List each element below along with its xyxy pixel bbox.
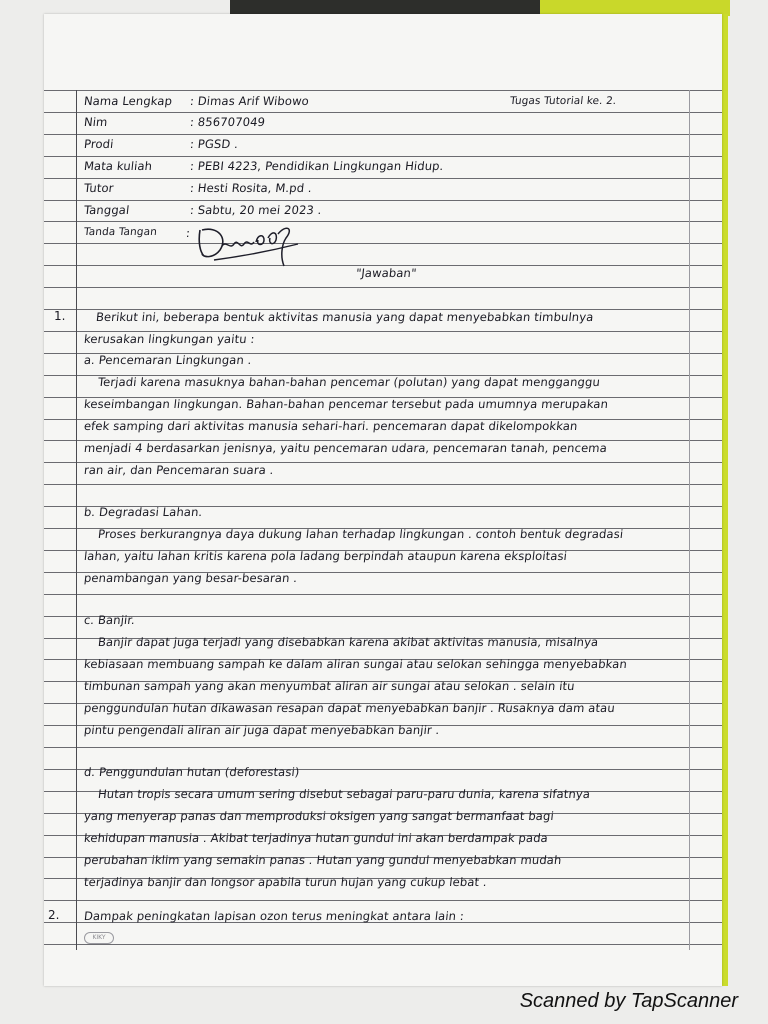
section-a-title: a. Pencemaran Lingkungan . [83,353,253,367]
ruled-line [44,134,722,135]
section-d-line-2: yang menyerap panas dan memproduksi oksigen yang sangat bermanfaat bagi [83,809,555,823]
section-a-line-3: efek samping dari aktivitas manusia sehari-hari. pencemaran dapat dikelompokkan [83,419,579,433]
section-a-line-1: Terjadi karena masuknya bahan-bahan pencemar (polutan) yang dapat mengganggu [97,375,601,389]
ruled-line [44,90,722,91]
question-2-number: 2. [48,908,60,922]
signature-scribble [194,216,304,270]
field-label-nim: Nim [83,115,109,129]
ruled-line [44,944,722,945]
notebook-page [44,14,722,986]
ruled-line [44,616,722,617]
q2-intro: Dampak peningkatan lapisan ozon terus meningkat antara lain : [83,909,465,923]
ruled-line [44,112,722,113]
field-value-name: : Dimas Arif Wibowo [189,94,310,108]
section-c-line-3: timbunan sampah yang akan menyumbat aliran air sungai atau selokan . selain itu [83,679,576,693]
section-b-line-3: penambangan yang besar-besaran . [83,571,298,585]
field-label-name: Nama Lengkap [83,94,173,108]
section-a-line-4: menjadi 4 berdasarkan jenisnya, yaitu pencemaran udara, pencemaran tanah, pencema [83,441,608,455]
section-c-line-2: kebiasaan membuang sampah ke dalam aliran sungai atau selokan sehingga menyebabkan [83,657,628,671]
question-1-number: 1. [54,309,66,323]
ruled-line [44,221,722,222]
field-value-tutor: : Hesti Rosita, M.pd . [189,181,313,195]
q1-intro-line-1: Berikut ini, beberapa bentuk aktivitas manusia yang dapat menyebabkan timbulnya [95,310,595,324]
section-c-line-4: penggundulan hutan dikawasan resapan dapat menyebabkan banjir . Rusaknya dam atau [83,701,616,715]
margin-line [76,90,77,950]
scanner-watermark: Scanned by TapScanner [519,990,738,1012]
section-c-title: c. Banjir. [83,613,136,627]
field-value-course: : PEBI 4223, Pendidikan Lingkungan Hidup. [189,159,445,173]
section-d-line-3: kehidupan manusia . Akibat terjadinya hutan gundul ini akan berdampak pada [83,831,549,845]
section-b-line-2: lahan, yaitu lahan kritis karena pola ladang berpindah ataupun karena eksploitasi [83,549,568,563]
section-b-title: b. Degradasi Lahan. [83,505,204,519]
field-value-nim: : 856707049 [189,115,266,129]
field-label-tutor: Tutor [83,181,115,195]
q1-intro-line-2: kerusakan lingkungan yaitu : [83,332,256,346]
field-label-prodi: Prodi [83,137,115,151]
ruled-line [44,484,722,485]
paper-brand-badge: KIKY [84,932,114,944]
answer-heading: "Jawaban" [355,266,418,280]
right-margin-line [689,90,690,950]
ruled-line [44,178,722,179]
ruled-line [44,594,722,595]
section-a-line-2: keseimbangan lingkungan. Bahan-bahan pencemar tersebut pada umumnya merupakan [83,397,609,411]
field-label-course: Mata kuliah [83,159,153,173]
ruled-line [44,200,722,201]
ruled-line [44,156,722,157]
field-value-signature: : [185,226,191,240]
ruled-line [44,747,722,748]
section-d-line-1: Hutan tropis secara umum sering disebut sebagai paru-paru dunia, karena sifatnya [97,787,591,801]
section-a-line-5: ran air, dan Pencemaran suara . [83,463,275,477]
ruled-line [44,900,722,901]
ruled-line [44,243,722,244]
section-c-line-5: pintu pengendali aliran air juga dapat menyebabkan banjir . [83,723,441,737]
section-d-title: d. Penggundulan hutan (deforestasi) [83,765,301,779]
ruled-line [44,287,722,288]
field-label-signature: Tanda Tangan [83,226,158,238]
field-value-date: : Sabtu, 20 mei 2023 . [189,203,323,217]
section-d-line-5: terjadinya banjir dan longsor apabila turun hujan yang cukup lebat . [83,875,488,889]
field-value-prodi: : PGSD . [189,137,239,151]
task-label: Tugas Tutorial ke. 2. [509,95,617,107]
section-c-line-1: Banjir dapat juga terjadi yang disebabkan karena akibat aktivitas manusia, misalnya [97,635,600,649]
section-d-line-4: perubahan iklim yang semakin panas . Hutan yang gundul menyebabkan mudah [83,853,563,867]
section-b-line-1: Proses berkurangnya daya dukung lahan terhadap lingkungan . contoh bentuk degradasi [97,527,624,541]
field-label-date: Tanggal [83,203,131,217]
